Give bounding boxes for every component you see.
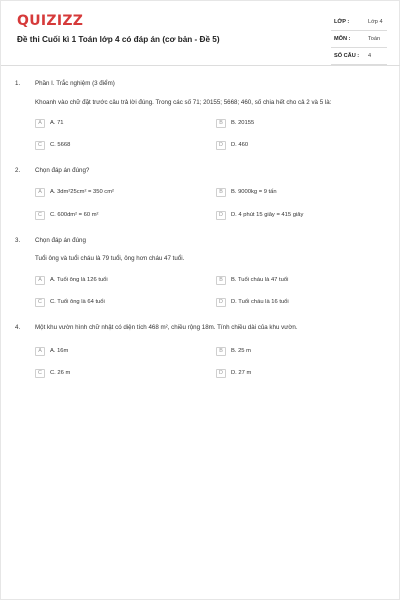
option-a[interactable] [35,187,114,197]
question-number: 4. [15,324,21,331]
option-text: A. 71 [50,120,64,126]
option-letter-box: B [216,119,226,128]
question-number: 1. [15,80,21,87]
option-text: A. 16m [50,348,69,354]
option-text: C. 600dm² = 60 m² [50,212,99,218]
option-text: C. Tuổi ông là 64 tuổi [50,299,105,305]
option-text: B. Tuổi cháu là 47 tuổi [231,277,289,283]
option-letter-box: C [35,211,45,220]
option-letter-box: A [35,188,45,197]
option-text: D. 4 phút 15 giây = 415 giây [231,212,304,218]
option-letter-box: B [216,188,226,197]
option-a[interactable] [35,118,64,128]
option-letter-box: A [35,347,45,356]
option-letter-box: D [216,369,226,378]
option-text: B. 25 m [231,348,251,354]
option-c[interactable] [35,140,70,150]
page-title: Đề thi Cuối kì 1 Toán lớp 4 có đáp án (cơ bản - Đề 5) [17,35,220,44]
question-number: 3. [15,237,21,244]
option-text: C. 5668 [50,142,71,148]
question-subtext: Khoanh vào chữ đặt trước câu trả lời đúng. Trong các số 71; 20155; 5668; 460, số chia hết cho cả 2 và 5 là: [35,99,332,106]
option-text: D. 460 [231,142,249,148]
option-c[interactable] [35,210,99,220]
meta-value: Toán [368,36,381,42]
option-letter-box: D [216,298,226,307]
option-b[interactable] [216,118,254,128]
option-text: D. Tuổi cháu là 16 tuổi [231,299,289,305]
option-d[interactable] [216,297,289,307]
option-letter-box: C [35,369,45,378]
option-letter-box: D [216,211,226,220]
option-letter-box: C [35,141,45,150]
question-text: Chọn đáp án đúng? [35,167,90,174]
option-text: C. 26 m [50,370,71,376]
meta-row-grade [331,16,387,31]
meta-label: MÔN : [334,36,351,42]
meta-value: Lớp 4 [368,19,383,25]
option-letter-box: B [216,347,226,356]
option-d[interactable] [216,140,248,150]
worksheet-meta [331,16,387,65]
meta-label: LỚP : [334,19,350,25]
option-text: A. 3dm²25cm² = 350 cm² [50,189,114,195]
option-d[interactable] [216,368,251,378]
question-text: Phần I. Trắc nghiệm (3 điểm) [35,80,115,87]
option-d[interactable] [216,210,303,220]
question-text: Chọn đáp án đúng [35,237,86,244]
option-text: B. 20155 [231,120,255,126]
meta-value: 4 [368,53,372,59]
option-text: B. 9000kg = 9 tấn [231,189,277,195]
option-text: A. Tuổi ông là 126 tuổi [50,277,108,283]
option-a[interactable] [35,346,68,356]
option-a[interactable] [35,275,108,285]
meta-row-subject [331,33,387,48]
option-b[interactable] [216,187,277,197]
quizizz-logo: QUIZIZZ [17,13,84,29]
option-letter-box: D [216,141,226,150]
header-divider [1,65,400,66]
option-b[interactable] [216,275,288,285]
option-b[interactable] [216,346,251,356]
question-subtext: Tuổi ông và tuổi cháu là 79 tuổi, ông hơn cháu 47 tuổi. [35,255,185,262]
meta-label: SỐ CÂU : [334,53,360,59]
option-letter-box: A [35,276,45,285]
question-text: Một khu vườn hình chữ nhật có diện tích 468 m², chiều rộng 18m. Tính chiều dài của khu vườn. [35,324,298,331]
option-letter-box: B [216,276,226,285]
option-letter-box: C [35,298,45,307]
option-c[interactable] [35,297,105,307]
option-letter-box: A [35,119,45,128]
meta-row-count [331,50,387,65]
option-text: D. 27 m [231,370,252,376]
option-c[interactable] [35,368,70,378]
question-number: 2. [15,167,21,174]
